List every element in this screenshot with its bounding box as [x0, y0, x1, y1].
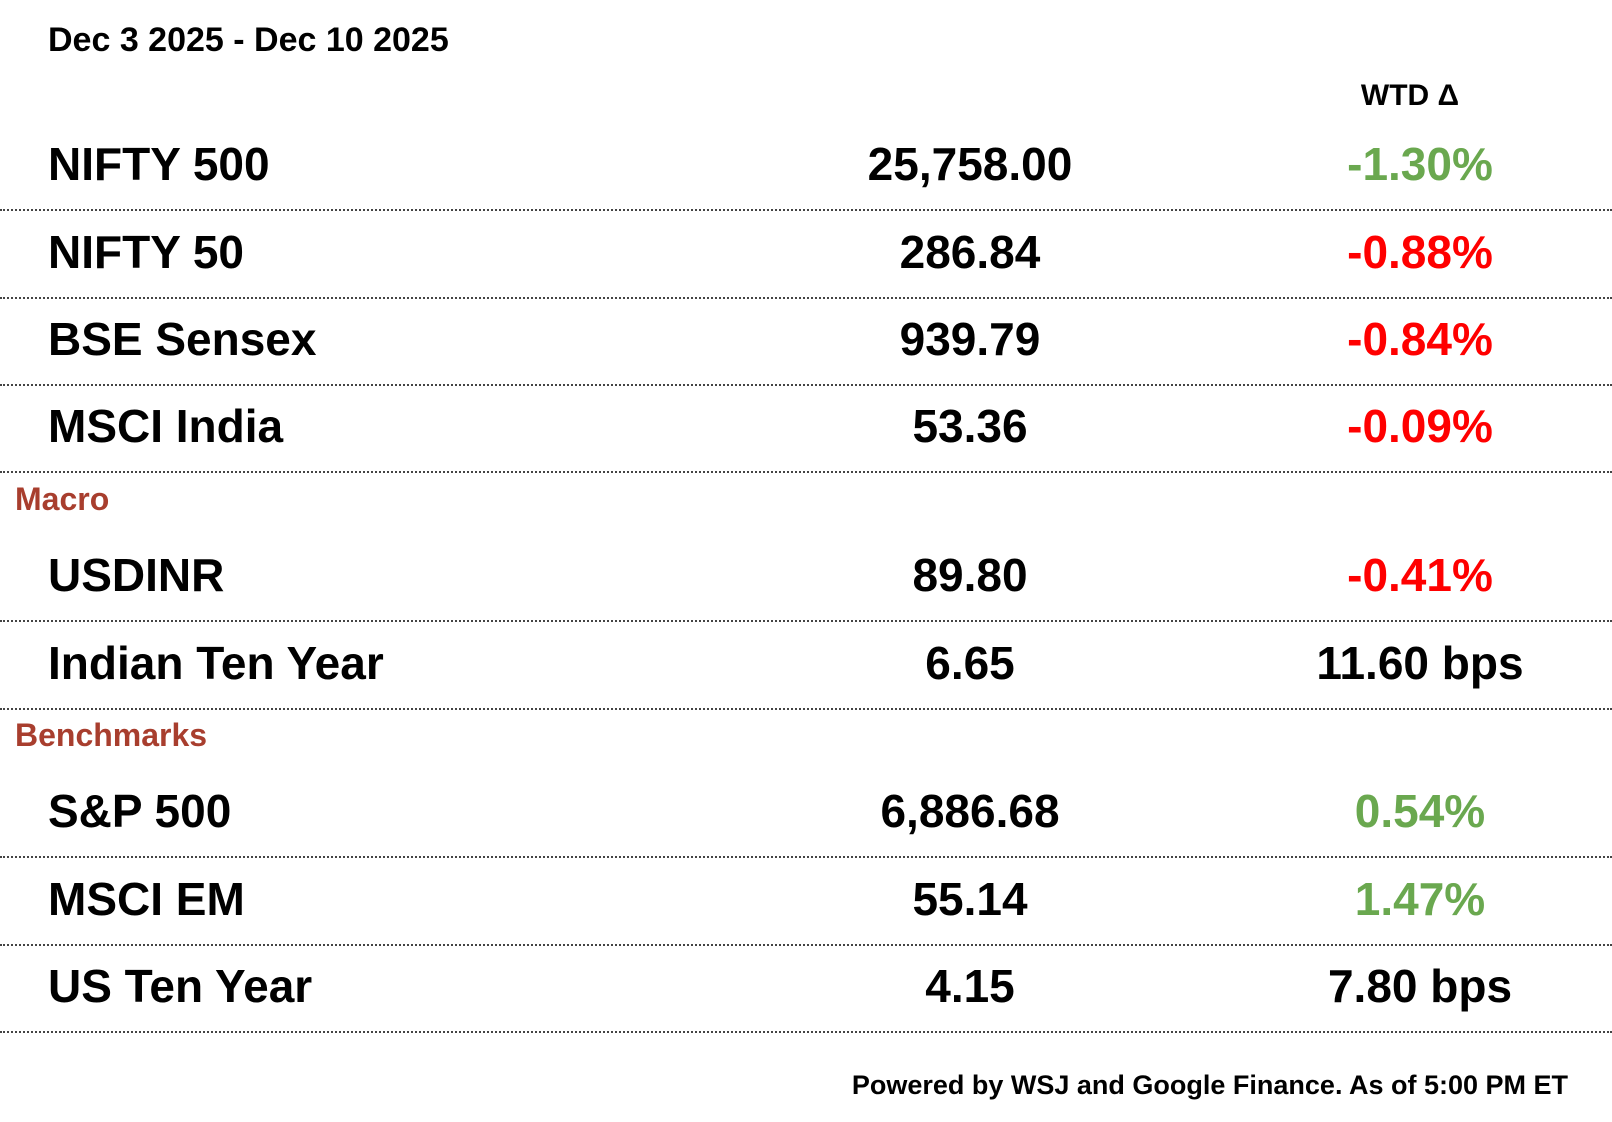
row-value: 6.65 [925, 637, 1015, 689]
row-value: 939.79 [899, 313, 1041, 365]
table-row-sp-500 [0, 766, 1612, 858]
row-change: -0.88% [1347, 226, 1493, 278]
row-value: 6,886.68 [880, 785, 1060, 837]
row-name: S&P 500 [48, 785, 232, 837]
row-value: 53.36 [912, 400, 1028, 452]
row-change: -1.30% [1347, 138, 1493, 190]
row-name: USDINR [48, 549, 225, 601]
table-row-indian-ten-year [0, 618, 1612, 710]
row-change: 11.60 bps [1316, 637, 1524, 689]
row-value: 25,758.00 [867, 138, 1073, 190]
date-range: Dec 3 2025 - Dec 10 2025 [48, 21, 449, 59]
table-row-msci-em [0, 854, 1612, 946]
row-name: US Ten Year [48, 960, 313, 1012]
row-name: Indian Ten Year [48, 637, 384, 689]
row-name: MSCI India [48, 400, 284, 452]
row-value: 89.80 [912, 549, 1028, 601]
source-footer: Powered by WSJ and Google Finance. As of 5:00 PM ET [851, 1070, 1568, 1100]
row-change: 7.80 bps [1327, 960, 1513, 1012]
table-row-nifty-50 [0, 207, 1612, 299]
row-name: MSCI EM [48, 873, 245, 925]
section-label-benchmarks: Benchmarks [15, 717, 208, 753]
section-label-macro: Macro [15, 481, 110, 517]
row-value: 55.14 [912, 873, 1028, 925]
row-change: -0.09% [1347, 400, 1493, 452]
row-value: 4.15 [925, 960, 1015, 1012]
table-row-msci-india [0, 381, 1612, 473]
row-value: 286.84 [899, 226, 1041, 278]
wtd-change-header: WTD Δ [1360, 79, 1460, 112]
row-change: 1.47% [1354, 873, 1486, 925]
row-name: NIFTY 50 [48, 226, 244, 278]
table-row-us-ten-year [0, 941, 1612, 1033]
row-change: -0.84% [1347, 313, 1493, 365]
row-change: 0.54% [1354, 785, 1486, 837]
row-name: BSE Sensex [48, 313, 317, 365]
table-row-bse-sensex [0, 294, 1612, 386]
row-change: -0.41% [1347, 549, 1493, 601]
table-row-nifty-500 [0, 119, 1612, 211]
table-row-usdinr [0, 530, 1612, 622]
row-name: NIFTY 500 [48, 138, 270, 190]
